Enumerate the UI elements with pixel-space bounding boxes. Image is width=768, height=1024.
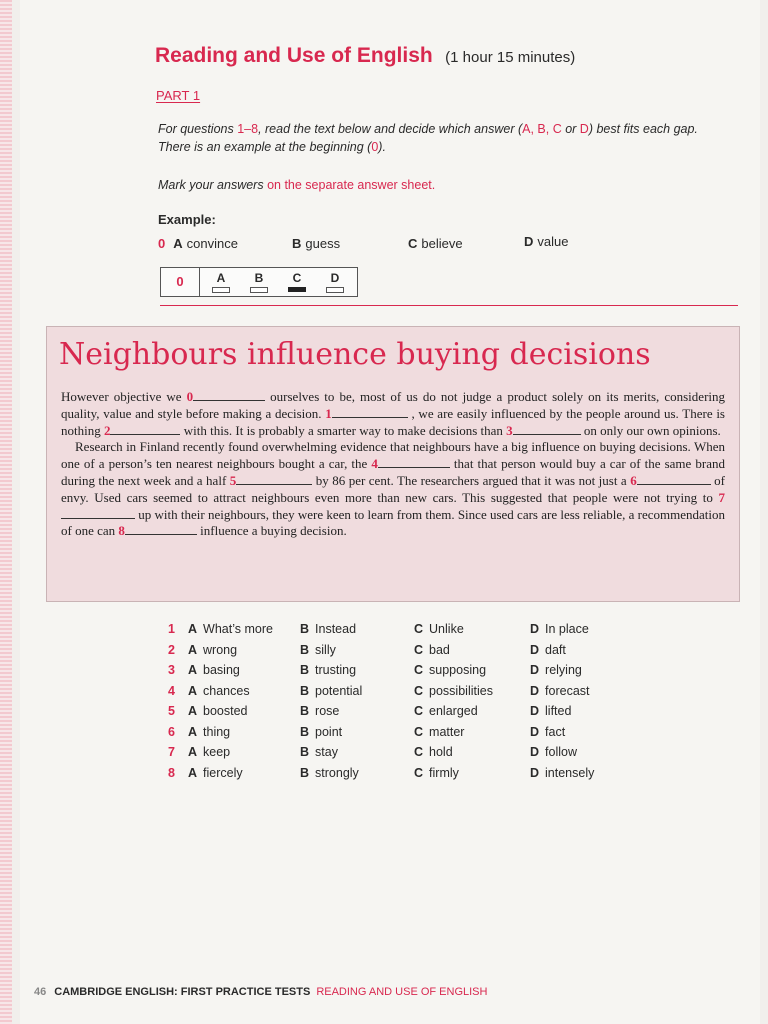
passage-title: Neighbours influence buying decisions xyxy=(59,337,651,372)
option-letter: B xyxy=(300,642,310,657)
example-option-c xyxy=(408,236,463,251)
option-text: potential xyxy=(315,683,363,698)
option-text: matter xyxy=(429,724,465,739)
option-letter: A xyxy=(188,663,198,677)
gap-blank xyxy=(637,473,711,485)
option-b xyxy=(300,766,359,780)
option-c xyxy=(414,704,478,718)
option-b xyxy=(300,643,336,657)
option-d xyxy=(530,622,589,636)
option-a xyxy=(188,684,250,698)
option-letter: D xyxy=(530,745,540,759)
option-letter: C xyxy=(414,642,424,657)
option-d xyxy=(530,704,571,718)
instr-text: ). xyxy=(378,140,386,154)
instr-text: For questions xyxy=(158,122,238,136)
answer-mark xyxy=(212,287,230,293)
option-text: boosted xyxy=(203,704,248,718)
option-letter-d: D xyxy=(579,122,589,136)
footer-section: READING AND USE OF ENGLISH xyxy=(316,986,488,998)
section-duration: (1 hour 15 minutes) xyxy=(445,49,576,66)
question-range: 1–8 xyxy=(237,122,259,136)
option-text: thing xyxy=(203,724,231,739)
option-a xyxy=(188,663,240,677)
gap-blank xyxy=(236,473,312,485)
answer-sheet-ref: on the separate answer sheet. xyxy=(267,178,436,192)
passage-paragraph xyxy=(61,439,725,540)
option-text: fact xyxy=(545,724,566,739)
example-label: Example: xyxy=(158,212,216,227)
instr-text: , read the text below and decide which answer ( xyxy=(258,122,523,136)
option-letter: C xyxy=(414,745,424,759)
option-letter: D xyxy=(530,622,540,636)
option-a xyxy=(188,643,237,657)
passage-span: However objective we xyxy=(61,389,187,404)
option-letter: C xyxy=(414,765,424,780)
passage-span: Research in Finland recently found overwhelming evidence that neighbours have a big influence on buying decisions. When one of a person’s ten nearest neighbours bought a car, the xyxy=(61,439,725,472)
option-c xyxy=(414,643,450,657)
gap-blank xyxy=(513,423,581,435)
passage-span: on only our own opinions. xyxy=(580,422,721,438)
gap-number: 5 xyxy=(229,472,237,488)
gap-blank xyxy=(125,523,197,535)
option-text: daft xyxy=(545,642,566,657)
option-text: lifted xyxy=(545,704,572,718)
passage-span: up with their neighbours, they were keen to learn from them. Since used cars are less reliable, a recommendation of one can xyxy=(61,506,725,539)
option-letter: B xyxy=(300,683,310,698)
answer-option-c xyxy=(287,271,307,292)
gap-number: 6 xyxy=(630,472,637,488)
gap-blank xyxy=(110,423,180,435)
example-answer-grid xyxy=(160,267,358,297)
option-letter: A xyxy=(173,236,183,251)
section-title: Reading and Use of English xyxy=(155,44,433,67)
passage-span: that that person would buy a car of the same brand during the next week and a half xyxy=(61,456,725,488)
option-letter: D xyxy=(530,704,540,718)
option-d xyxy=(530,766,594,780)
gap-number: 3 xyxy=(506,422,513,438)
section-header xyxy=(155,44,575,68)
option-letter: B xyxy=(300,765,310,780)
example-option-b xyxy=(292,236,340,251)
option-text: intensely xyxy=(545,765,595,780)
question-number: 2 xyxy=(168,642,175,657)
gap-number: 8 xyxy=(118,523,125,539)
option-text: basing xyxy=(203,663,240,677)
option-text: rose xyxy=(315,704,340,718)
option-text: possibilities xyxy=(429,683,493,698)
question-number: 5 xyxy=(168,704,175,718)
option-b xyxy=(300,725,342,739)
answer-option-b xyxy=(249,271,269,293)
option-a xyxy=(188,725,230,739)
option-text: believe xyxy=(421,236,463,251)
option-c xyxy=(414,725,464,739)
passage-span: with this. It is probably a smarter way to make decisions than xyxy=(180,422,507,438)
answer-letter: B xyxy=(254,271,264,285)
option-letter: C xyxy=(408,236,418,251)
option-b xyxy=(300,684,362,698)
option-a xyxy=(188,622,273,636)
passage-panel xyxy=(46,326,740,602)
gap-number: 4 xyxy=(371,456,378,472)
option-letter: D xyxy=(524,234,534,249)
option-text: enlarged xyxy=(429,704,478,718)
example-option-d xyxy=(524,234,568,249)
option-letter: D xyxy=(530,724,540,739)
option-letter: C xyxy=(414,663,424,677)
option-b xyxy=(300,745,338,759)
question-number: 8 xyxy=(168,765,175,780)
option-text: fiercely xyxy=(203,765,243,780)
option-text: guess xyxy=(305,236,341,251)
option-text: keep xyxy=(203,745,231,759)
option-letter: D xyxy=(530,663,540,677)
option-text: bad xyxy=(429,642,450,657)
passage-span: of envy. Used cars seemed to attract neighbours even more than new cars. This suggested that people were not trying to xyxy=(61,472,725,505)
option-letter: B xyxy=(300,663,310,677)
passage-span: ourselves to be, most of us do not judge a product solely on its merits, considering quality, value and style before making a decision. xyxy=(61,389,726,421)
part-label: PART 1 xyxy=(156,88,201,103)
question-number: 1 xyxy=(168,622,175,636)
passage-paragraph xyxy=(61,389,725,439)
example-number: 0 xyxy=(158,236,166,251)
page-footer xyxy=(34,986,487,998)
option-text: convince xyxy=(186,236,238,251)
option-text: firmly xyxy=(429,765,459,780)
answer-letter: A xyxy=(216,271,226,285)
instr-text: or xyxy=(561,122,580,136)
gap-number: 1 xyxy=(325,405,332,421)
option-b xyxy=(300,622,356,636)
option-text: trusting xyxy=(315,663,357,677)
option-text: value xyxy=(537,234,569,249)
instr-text: Mark your answers xyxy=(158,178,268,192)
option-a xyxy=(188,745,230,759)
passage-span: by 86 per cent. The researchers argued that it was not just a xyxy=(312,472,631,488)
gap-blank xyxy=(193,389,265,401)
option-letter: A xyxy=(188,683,198,698)
option-d xyxy=(530,663,582,677)
option-text: What’s more xyxy=(203,622,273,636)
option-text: silly xyxy=(315,642,336,657)
question-number: 4 xyxy=(168,683,175,698)
option-letter: C xyxy=(414,622,424,636)
option-letter: B xyxy=(300,704,310,718)
option-letter: A xyxy=(188,724,198,739)
option-d xyxy=(530,643,566,657)
option-text: point xyxy=(315,724,343,739)
option-text: wrong xyxy=(203,642,238,657)
passage-text xyxy=(61,389,725,540)
option-letter: D xyxy=(530,642,540,657)
gap-blank xyxy=(378,456,450,468)
option-d xyxy=(530,745,577,759)
answer-option-d xyxy=(325,271,345,293)
option-c xyxy=(414,766,459,780)
gap-blank xyxy=(332,406,408,418)
option-a xyxy=(188,704,248,718)
option-text: relying xyxy=(545,663,582,677)
book-title: CAMBRIDGE ENGLISH: FIRST PRACTICE TESTS xyxy=(54,986,311,998)
example-ref: 0 xyxy=(371,140,379,154)
option-a xyxy=(188,766,243,780)
gap-number: 7 xyxy=(718,489,725,505)
answer-option-a xyxy=(211,271,231,293)
option-d xyxy=(530,725,565,739)
instructions xyxy=(158,120,718,156)
instr-text: ) best fits each gap. There is an example at the beginning ( xyxy=(158,122,698,154)
option-letter: A xyxy=(188,622,198,636)
option-c xyxy=(414,745,453,759)
option-letter: A xyxy=(188,765,198,780)
option-text: strongly xyxy=(315,765,359,780)
gap-number: 0 xyxy=(186,389,194,404)
option-letter: D xyxy=(530,683,540,698)
option-letters: A, B, C xyxy=(522,122,562,136)
answer-mark xyxy=(326,287,344,293)
example-option-a xyxy=(158,236,238,251)
option-text: forecast xyxy=(545,683,590,698)
option-letter: A xyxy=(188,704,198,718)
option-text: follow xyxy=(545,745,577,759)
option-c xyxy=(414,684,493,698)
gap-number: 2 xyxy=(103,422,111,438)
option-text: chances xyxy=(203,683,250,698)
passage-span: influence a buying decision. xyxy=(196,523,347,539)
option-letter: B xyxy=(300,745,310,759)
question-number: 6 xyxy=(168,724,175,739)
option-b xyxy=(300,704,339,718)
page-edge-decoration xyxy=(0,0,12,1024)
option-letter: C xyxy=(414,724,424,739)
answer-mark-selected xyxy=(288,287,306,292)
question-number: 7 xyxy=(168,745,175,759)
option-letter: B xyxy=(292,236,302,251)
option-text: stay xyxy=(315,745,338,759)
gap-blank xyxy=(61,507,135,519)
option-c xyxy=(414,663,486,677)
section-divider xyxy=(160,305,738,306)
option-text: Unlike xyxy=(429,622,464,636)
answer-grid-number: 0 xyxy=(161,268,200,296)
option-letter: A xyxy=(188,642,198,657)
answer-letter: D xyxy=(330,271,340,285)
option-letter: D xyxy=(530,765,540,780)
page-number: 46 xyxy=(34,986,47,998)
question-number: 3 xyxy=(168,663,175,677)
answer-letter: C xyxy=(292,271,302,285)
option-c xyxy=(414,622,464,636)
option-text: hold xyxy=(429,745,453,759)
passage-span: , we are easily influenced by the people around us. There is nothing xyxy=(61,405,725,438)
option-b xyxy=(300,663,356,677)
option-text: supposing xyxy=(429,663,487,677)
option-letter: C xyxy=(414,704,424,718)
option-letter: B xyxy=(300,724,310,739)
option-letter: A xyxy=(188,745,198,759)
option-letter: B xyxy=(300,622,310,636)
mark-instruction xyxy=(158,176,718,194)
option-text: In place xyxy=(545,622,589,636)
option-d xyxy=(530,684,590,698)
answer-mark xyxy=(250,287,268,293)
option-text: Instead xyxy=(315,622,357,636)
option-letter: C xyxy=(414,683,424,698)
